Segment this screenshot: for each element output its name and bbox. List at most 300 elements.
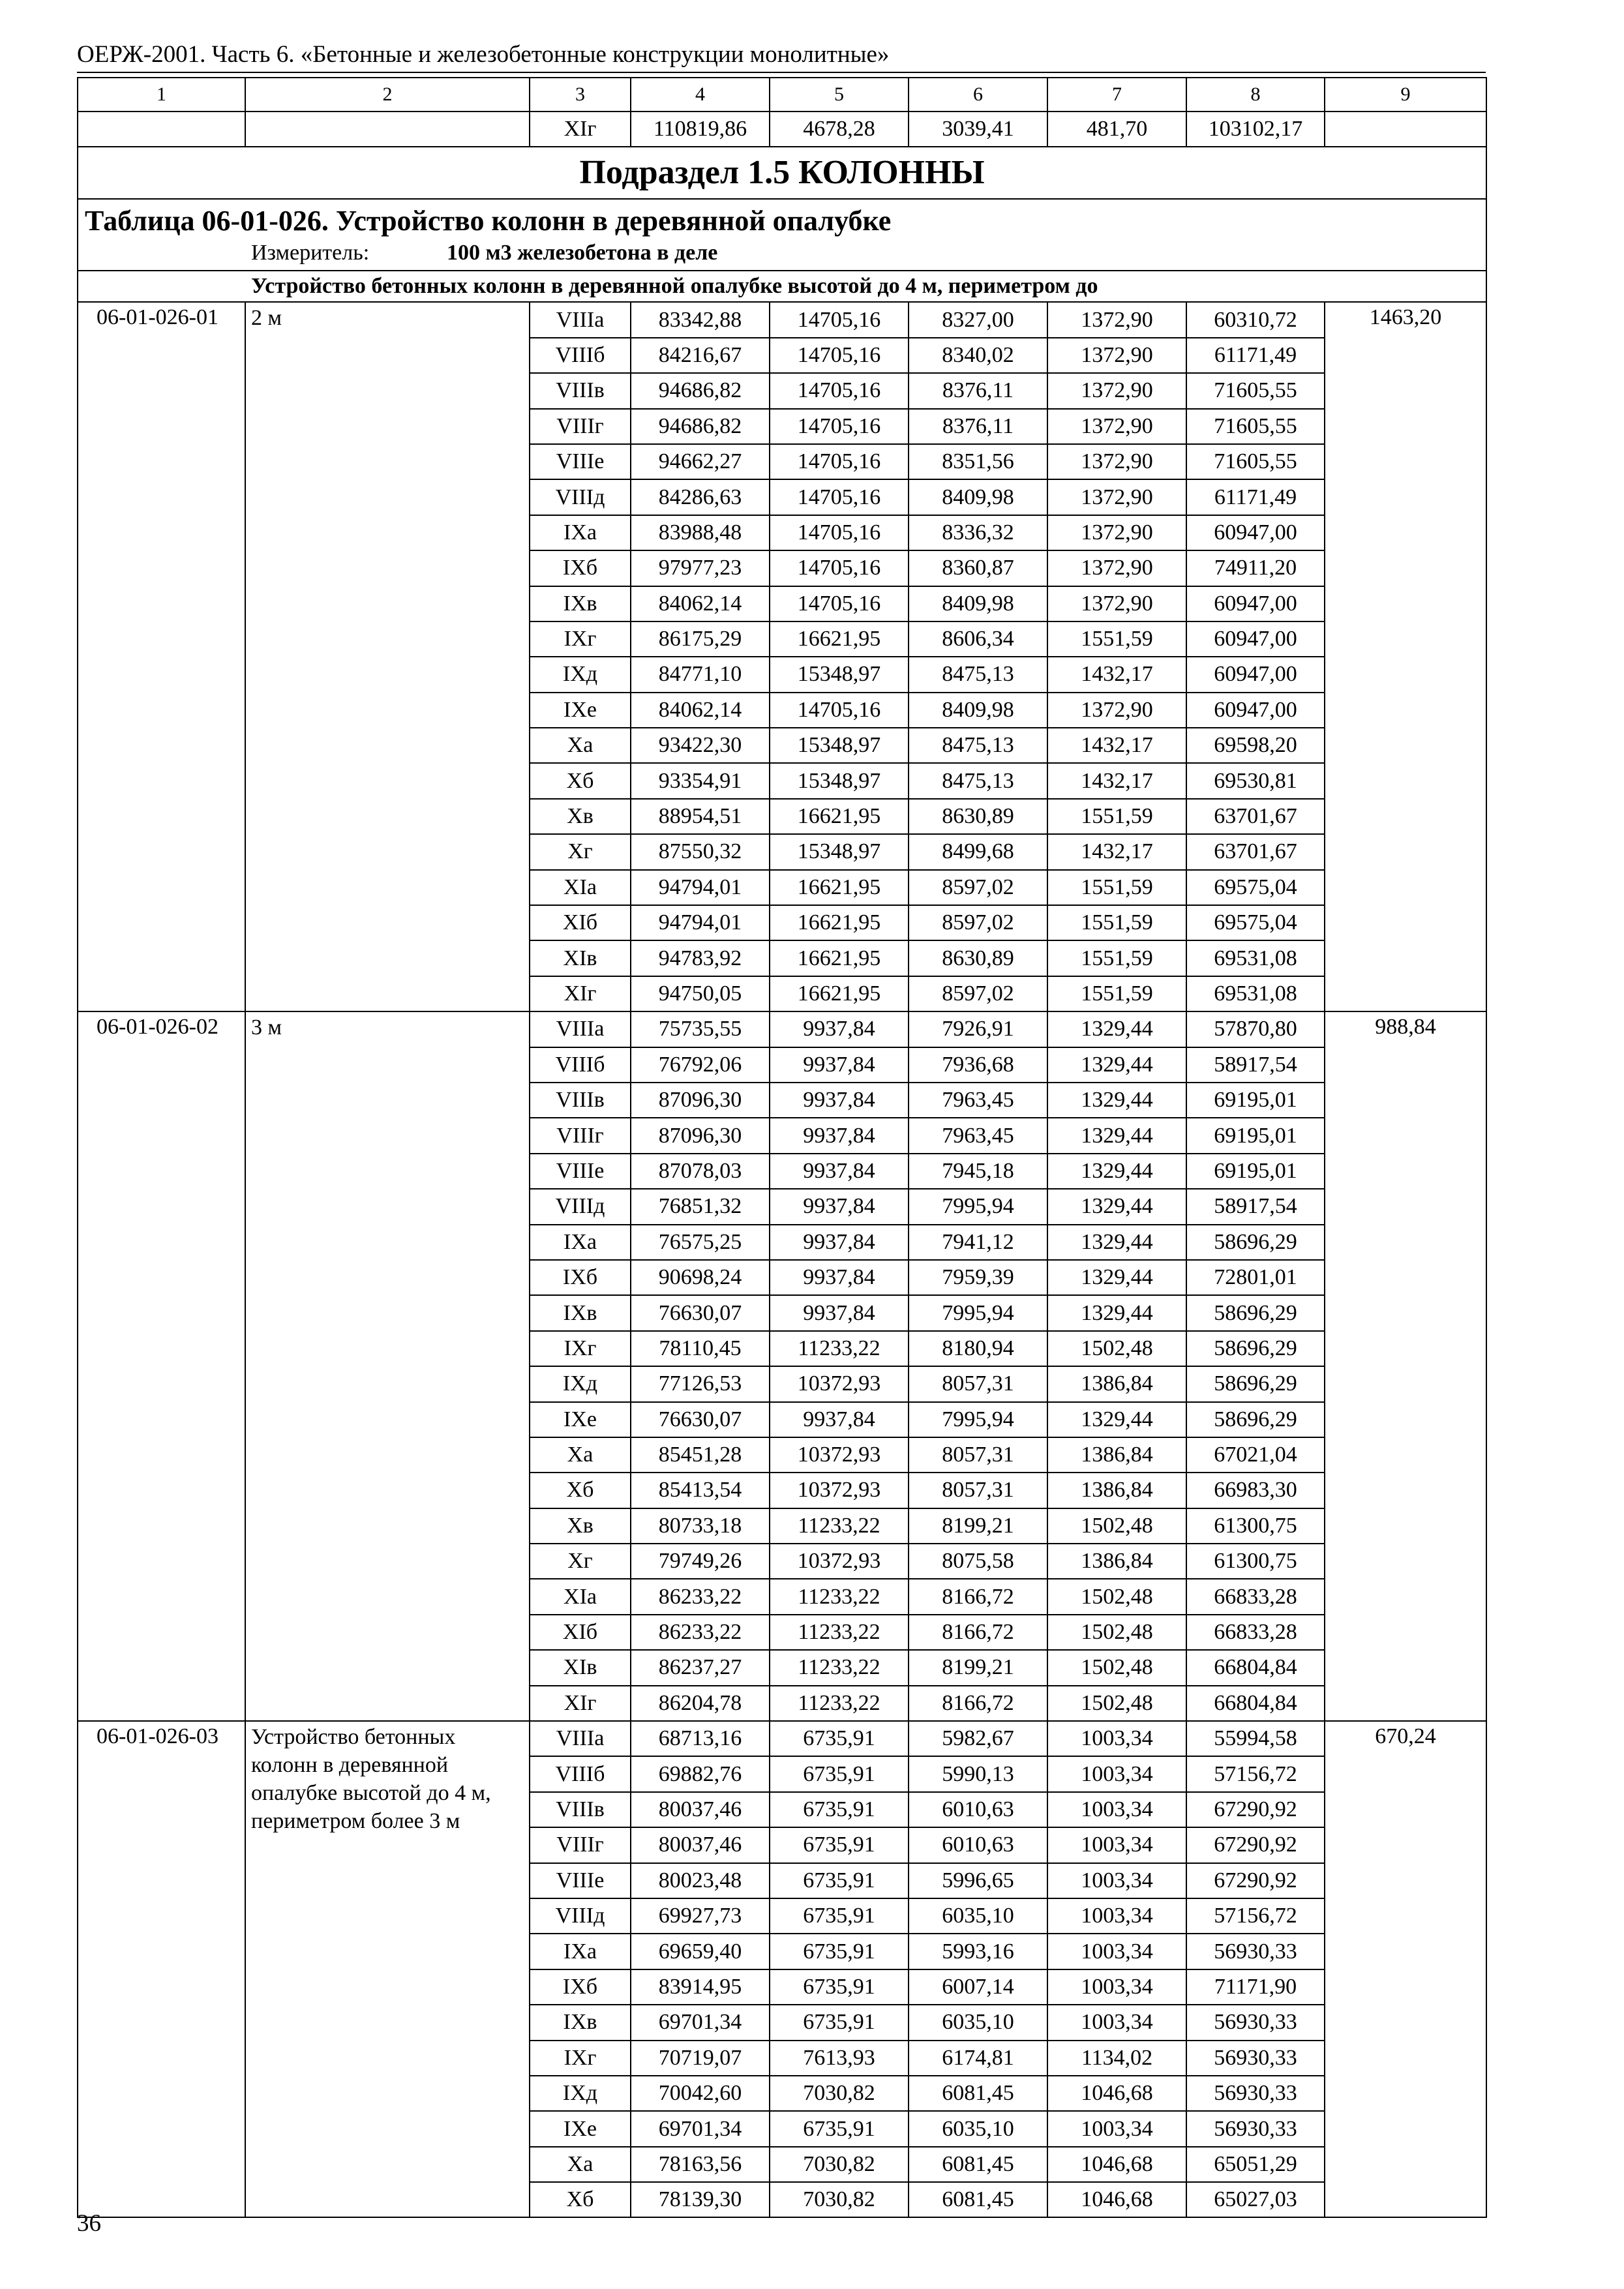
zone-cell: VIIIе [530, 1154, 631, 1189]
value-cell: 80037,46 [631, 1827, 770, 1863]
value-cell: 58917,54 [1186, 1189, 1325, 1224]
value-cell: 3039,41 [909, 112, 1047, 147]
subsection-row [78, 147, 1486, 199]
value-cell: 55994,58 [1186, 1721, 1325, 1756]
value-cell: 8057,31 [909, 1366, 1047, 1401]
value-cell: 80037,46 [631, 1792, 770, 1827]
value-cell: 1003,34 [1047, 1934, 1186, 1969]
subsection-title: Подраздел 1.5 КОЛОННЫ [78, 147, 1486, 199]
value-cell: 10372,93 [770, 1437, 909, 1473]
rate-code: 06-01-026-02 [78, 1011, 245, 1721]
zone-cell: VIIIб [530, 1756, 631, 1791]
value-cell: 63701,67 [1186, 799, 1325, 834]
value-cell: 65051,29 [1186, 2147, 1325, 2182]
value-cell: 9937,84 [770, 1047, 909, 1083]
zone-cell: Xг [530, 834, 631, 869]
value-cell: 8376,11 [909, 373, 1047, 408]
value-cell: 16621,95 [770, 870, 909, 905]
zone-cell: VIIIв [530, 1792, 631, 1827]
zone-cell: Xв [530, 1508, 631, 1544]
value-cell: 1003,34 [1047, 1792, 1186, 1827]
value-cell: 1329,44 [1047, 1189, 1186, 1224]
value-cell: 94794,01 [631, 905, 770, 940]
value-cell: 8166,72 [909, 1579, 1047, 1614]
value-cell: 1372,90 [1047, 444, 1186, 479]
value-cell: 94662,27 [631, 444, 770, 479]
rate-code: 06-01-026-01 [78, 302, 245, 1011]
value-cell: 56930,33 [1186, 2005, 1325, 2040]
value-cell: 1003,34 [1047, 1721, 1186, 1756]
value-cell: 1386,84 [1047, 1366, 1186, 1401]
value-cell: 71605,55 [1186, 409, 1325, 444]
value-cell: 97977,23 [631, 550, 770, 586]
value-cell: 69530,81 [1186, 763, 1325, 798]
value-cell: 1551,59 [1047, 799, 1186, 834]
value-cell: 58696,29 [1186, 1295, 1325, 1330]
value-cell: 61171,49 [1186, 338, 1325, 373]
value-cell: 1329,44 [1047, 1225, 1186, 1260]
value-cell: 76792,06 [631, 1047, 770, 1083]
zone-cell: XIб [530, 1615, 631, 1650]
value-cell: 1551,59 [1047, 621, 1186, 657]
value-cell: 83988,48 [631, 515, 770, 550]
zone-cell: IXб [530, 1260, 631, 1295]
value-cell: 8336,32 [909, 515, 1047, 550]
value-cell: 481,70 [1047, 112, 1186, 147]
zone-cell: Xа [530, 1437, 631, 1473]
value-cell: 8409,98 [909, 479, 1047, 515]
value-cell: 5982,67 [909, 1721, 1047, 1756]
value-cell: 77126,53 [631, 1366, 770, 1401]
value-cell: 67021,04 [1186, 1437, 1325, 1473]
zone-cell: IXд [530, 657, 631, 692]
value-cell: 69575,04 [1186, 905, 1325, 940]
empty-cell [1325, 112, 1486, 147]
value-cell: 1502,48 [1047, 1508, 1186, 1544]
value-cell: 71605,55 [1186, 444, 1325, 479]
value-cell: 14705,16 [770, 550, 909, 586]
zone-cell: Xа [530, 2147, 631, 2182]
zone-cell: VIIIа [530, 1721, 631, 1756]
value-cell: 1329,44 [1047, 1011, 1186, 1047]
value-cell: 9937,84 [770, 1154, 909, 1189]
value-cell: 85451,28 [631, 1437, 770, 1473]
value-cell: 8166,72 [909, 1615, 1047, 1650]
value-cell: 7995,94 [909, 1189, 1047, 1224]
value-cell: 6081,45 [909, 2076, 1047, 2111]
value-cell: 1372,90 [1047, 373, 1186, 408]
value-cell: 103102,17 [1186, 112, 1325, 147]
value-cell: 9937,84 [770, 1083, 909, 1118]
value-cell: 7936,68 [909, 1047, 1047, 1083]
value-cell: 86233,22 [631, 1579, 770, 1614]
value-cell: 9937,84 [770, 1260, 909, 1295]
value-cell: 6174,81 [909, 2041, 1047, 2076]
value-cell: 61300,75 [1186, 1508, 1325, 1544]
value-cell: 70719,07 [631, 2041, 770, 2076]
value-cell: 1003,34 [1047, 1969, 1186, 2005]
meter-value: 100 м3 железобетона в деле [447, 241, 718, 265]
value-cell: 1502,48 [1047, 1650, 1186, 1685]
zone-cell: IXд [530, 2076, 631, 2111]
value-cell: 84062,14 [631, 586, 770, 621]
value-cell: 94686,82 [631, 373, 770, 408]
column-number: 8 [1186, 78, 1325, 112]
value-cell: 1386,84 [1047, 1544, 1186, 1579]
value-cell: 1551,59 [1047, 976, 1186, 1011]
value-cell: 83342,88 [631, 302, 770, 337]
value-cell: 11233,22 [770, 1331, 909, 1366]
zone-cell: IXб [530, 1969, 631, 2005]
zone-cell: Xв [530, 799, 631, 834]
rate-description: Устройство бетонных колонн в деревянной опалубке высотой до 4 м, периметром более 3 м [245, 1721, 530, 2217]
zone-cell: XIв [530, 1650, 631, 1685]
value-cell: 94750,05 [631, 976, 770, 1011]
value-cell: 7995,94 [909, 1295, 1047, 1330]
value-cell: 8360,87 [909, 550, 1047, 586]
value-cell: 5993,16 [909, 1934, 1047, 1969]
value-cell: 1372,90 [1047, 515, 1186, 550]
value-cell: 6735,91 [770, 1898, 909, 1934]
value-cell: 8199,21 [909, 1650, 1047, 1685]
zone-cell: VIIIе [530, 1863, 631, 1898]
value-cell: 94783,92 [631, 940, 770, 976]
value-cell: 16621,95 [770, 905, 909, 940]
value-cell: 86237,27 [631, 1650, 770, 1685]
value-cell: 69531,08 [1186, 940, 1325, 976]
value-cell: 75735,55 [631, 1011, 770, 1047]
zone-cell: IXе [530, 2111, 631, 2146]
value-cell: 6735,91 [770, 1827, 909, 1863]
value-cell: 8597,02 [909, 870, 1047, 905]
value-cell: 6035,10 [909, 2005, 1047, 2040]
value-cell: 11233,22 [770, 1579, 909, 1614]
value-cell: 6035,10 [909, 2111, 1047, 2146]
table-row [78, 1011, 1486, 1047]
value-cell: 69701,34 [631, 2005, 770, 2040]
value-cell: 10372,93 [770, 1366, 909, 1401]
value-cell: 58696,29 [1186, 1402, 1325, 1437]
value-cell: 8057,31 [909, 1437, 1047, 1473]
value-cell: 1329,44 [1047, 1154, 1186, 1189]
value-cell: 8606,34 [909, 621, 1047, 657]
value-cell: 86175,29 [631, 621, 770, 657]
value-cell: 76630,07 [631, 1295, 770, 1330]
value-cell: 57156,72 [1186, 1756, 1325, 1791]
value-cell: 61171,49 [1186, 479, 1325, 515]
value-cell: 6735,91 [770, 1792, 909, 1827]
value-cell: 14705,16 [770, 302, 909, 337]
value-cell: 1551,59 [1047, 905, 1186, 940]
value-cell: 58696,29 [1186, 1331, 1325, 1366]
value-cell: 1003,34 [1047, 1827, 1186, 1863]
value-cell: 58917,54 [1186, 1047, 1325, 1083]
zone-cell: VIIIв [530, 1083, 631, 1118]
value-cell: 5996,65 [909, 1863, 1047, 1898]
value-cell: 8630,89 [909, 940, 1047, 976]
value-cell: 8630,89 [909, 799, 1047, 834]
value-cell: 1003,34 [1047, 2111, 1186, 2146]
value-cell: 71605,55 [1186, 373, 1325, 408]
value-cell: 6735,91 [770, 1969, 909, 2005]
weight-cell: 1463,20 [1325, 302, 1486, 1011]
value-cell: 1372,90 [1047, 409, 1186, 444]
value-cell: 57870,80 [1186, 1011, 1325, 1047]
value-cell: 9937,84 [770, 1118, 909, 1153]
column-number: 4 [631, 78, 770, 112]
value-cell: 69598,20 [1186, 728, 1325, 763]
value-cell: 94794,01 [631, 870, 770, 905]
value-cell: 14705,16 [770, 586, 909, 621]
zone-cell: VIIIб [530, 1047, 631, 1083]
value-cell: 9937,84 [770, 1189, 909, 1224]
zone-cell: IXв [530, 1295, 631, 1330]
zone-cell: VIIIг [530, 1827, 631, 1863]
value-cell: 87078,03 [631, 1154, 770, 1189]
value-cell: 6735,91 [770, 1756, 909, 1791]
meter-label: Измеритель: [251, 241, 370, 265]
document-header: ОЕРЖ-2001. Часть 6. «Бетонные и железобетонные конструкции монолитные» [77, 41, 890, 68]
table-row [78, 1721, 1486, 1756]
value-cell: 76630,07 [631, 1402, 770, 1437]
value-cell: 69195,01 [1186, 1118, 1325, 1153]
value-cell: 110819,86 [631, 112, 770, 147]
value-cell: 11233,22 [770, 1650, 909, 1685]
value-cell: 90698,24 [631, 1260, 770, 1295]
value-cell: 1386,84 [1047, 1437, 1186, 1473]
value-cell: 9937,84 [770, 1295, 909, 1330]
value-cell: 1329,44 [1047, 1047, 1186, 1083]
value-cell: 87096,30 [631, 1118, 770, 1153]
value-cell: 8075,58 [909, 1544, 1047, 1579]
value-cell: 84062,14 [631, 693, 770, 728]
value-cell: 14705,16 [770, 338, 909, 373]
value-cell: 1372,90 [1047, 338, 1186, 373]
value-cell: 57156,72 [1186, 1898, 1325, 1934]
value-cell: 7945,18 [909, 1154, 1047, 1189]
value-cell: 69701,34 [631, 2111, 770, 2146]
value-cell: 16621,95 [770, 621, 909, 657]
zone-cell: XIб [530, 905, 631, 940]
value-cell: 84286,63 [631, 479, 770, 515]
value-cell: 1046,68 [1047, 2076, 1186, 2111]
value-cell: 8409,98 [909, 586, 1047, 621]
value-cell: 6081,45 [909, 2182, 1047, 2217]
value-cell: 4678,28 [770, 112, 909, 147]
zone-cell: VIIIа [530, 1011, 631, 1047]
zone-cell: Xб [530, 1473, 631, 1508]
value-cell: 7941,12 [909, 1225, 1047, 1260]
column-number: 7 [1047, 78, 1186, 112]
value-cell: 66804,84 [1186, 1686, 1325, 1721]
zone-cell: XIв [530, 940, 631, 976]
value-cell: 8057,31 [909, 1473, 1047, 1508]
value-cell: 69195,01 [1186, 1154, 1325, 1189]
value-cell: 14705,16 [770, 373, 909, 408]
zone-cell: IXб [530, 550, 631, 586]
rate-description: 2 м [245, 302, 530, 1011]
value-cell: 1502,48 [1047, 1331, 1186, 1366]
column-number: 6 [909, 78, 1047, 112]
value-cell: 1372,90 [1047, 302, 1186, 337]
value-cell: 66833,28 [1186, 1615, 1325, 1650]
value-cell: 74911,20 [1186, 550, 1325, 586]
zone-cell: IXв [530, 2005, 631, 2040]
value-cell: 67290,92 [1186, 1792, 1325, 1827]
value-cell: 14705,16 [770, 693, 909, 728]
value-cell: 69882,76 [631, 1756, 770, 1791]
value-cell: 56930,33 [1186, 2041, 1325, 2076]
zone-cell: XIа [530, 1579, 631, 1614]
header-rule [77, 72, 1486, 73]
value-cell: 94686,82 [631, 409, 770, 444]
value-cell: 6007,14 [909, 1969, 1047, 2005]
value-cell: 11233,22 [770, 1615, 909, 1650]
value-cell: 70042,60 [631, 2076, 770, 2111]
value-cell: 78139,30 [631, 2182, 770, 2217]
value-cell: 7959,39 [909, 1260, 1047, 1295]
value-cell: 16621,95 [770, 976, 909, 1011]
value-cell: 1432,17 [1047, 834, 1186, 869]
value-cell: 7995,94 [909, 1402, 1047, 1437]
value-cell: 80023,48 [631, 1863, 770, 1898]
value-cell: 7030,82 [770, 2147, 909, 2182]
value-cell: 56930,33 [1186, 1934, 1325, 1969]
value-cell: 60947,00 [1186, 693, 1325, 728]
zone-cell: VIIIб [530, 338, 631, 373]
value-cell: 1003,34 [1047, 1863, 1186, 1898]
zone-cell: Xб [530, 763, 631, 798]
value-cell: 72801,01 [1186, 1260, 1325, 1295]
zone-cell: IXа [530, 1225, 631, 1260]
value-cell: 14705,16 [770, 515, 909, 550]
table-title: Таблица 06-01-026. Устройство колонн в деревянной опалубке [85, 205, 892, 237]
column-number: 1 [78, 78, 245, 112]
value-cell: 1003,34 [1047, 1756, 1186, 1791]
zone-cell: VIIIг [530, 409, 631, 444]
value-cell: 16621,95 [770, 799, 909, 834]
group-heading: Устройство бетонных колонн в деревянной опалубке высотой до 4 м, периметром до [78, 271, 1486, 302]
value-cell: 1003,34 [1047, 2005, 1186, 2040]
zone-cell: VIIIг [530, 1118, 631, 1153]
value-cell: 8340,02 [909, 338, 1047, 373]
value-cell: 65027,03 [1186, 2182, 1325, 2217]
value-cell: 87550,32 [631, 834, 770, 869]
zone-cell: XIг [530, 112, 631, 147]
value-cell: 61300,75 [1186, 1544, 1325, 1579]
zone-cell: VIIIв [530, 373, 631, 408]
value-cell: 1551,59 [1047, 940, 1186, 976]
column-number-row [78, 78, 1486, 112]
zone-cell: VIIIд [530, 479, 631, 515]
value-cell: 16621,95 [770, 940, 909, 976]
value-cell: 68713,16 [631, 1721, 770, 1756]
value-cell: 79749,26 [631, 1544, 770, 1579]
value-cell: 8376,11 [909, 409, 1047, 444]
value-cell: 78110,45 [631, 1331, 770, 1366]
value-cell: 60947,00 [1186, 621, 1325, 657]
value-cell: 7030,82 [770, 2182, 909, 2217]
value-cell: 10372,93 [770, 1473, 909, 1508]
value-cell: 11233,22 [770, 1686, 909, 1721]
weight-cell: 988,84 [1325, 1011, 1486, 1721]
value-cell: 6035,10 [909, 1898, 1047, 1934]
value-cell: 1432,17 [1047, 763, 1186, 798]
value-cell: 78163,56 [631, 2147, 770, 2182]
table-title-row [78, 199, 1486, 271]
value-cell: 71171,90 [1186, 1969, 1325, 2005]
value-cell: 80733,18 [631, 1508, 770, 1544]
value-cell: 67290,92 [1186, 1863, 1325, 1898]
value-cell: 7030,82 [770, 2076, 909, 2111]
value-cell: 1003,34 [1047, 1898, 1186, 1934]
value-cell: 58696,29 [1186, 1225, 1325, 1260]
zone-cell: VIIIд [530, 1189, 631, 1224]
value-cell: 60947,00 [1186, 515, 1325, 550]
value-cell: 6010,63 [909, 1827, 1047, 1863]
carry-over-row [78, 112, 1486, 147]
value-cell: 63701,67 [1186, 834, 1325, 869]
column-number: 5 [770, 78, 909, 112]
value-cell: 8597,02 [909, 976, 1047, 1011]
value-cell: 10372,93 [770, 1544, 909, 1579]
value-cell: 15348,97 [770, 728, 909, 763]
value-cell: 6735,91 [770, 2005, 909, 2040]
value-cell: 1329,44 [1047, 1295, 1186, 1330]
zone-cell: IXв [530, 586, 631, 621]
value-cell: 7963,45 [909, 1118, 1047, 1153]
value-cell: 69927,73 [631, 1898, 770, 1934]
zone-cell: Xа [530, 728, 631, 763]
page-number: 36 [77, 2210, 101, 2237]
value-cell: 60947,00 [1186, 657, 1325, 692]
value-cell: 1329,44 [1047, 1083, 1186, 1118]
value-cell: 6735,91 [770, 2111, 909, 2146]
value-cell: 56930,33 [1186, 2111, 1325, 2146]
rates-table [77, 77, 1487, 2218]
value-cell: 66804,84 [1186, 1650, 1325, 1685]
value-cell: 1329,44 [1047, 1402, 1186, 1437]
value-cell: 66833,28 [1186, 1579, 1325, 1614]
value-cell: 76575,25 [631, 1225, 770, 1260]
weight-cell: 670,24 [1325, 1721, 1486, 2217]
zone-cell: VIIIа [530, 302, 631, 337]
zone-cell: IXг [530, 621, 631, 657]
value-cell: 8597,02 [909, 905, 1047, 940]
zone-cell: XIг [530, 976, 631, 1011]
value-cell: 83914,95 [631, 1969, 770, 2005]
zone-cell: VIIIд [530, 1898, 631, 1934]
value-cell: 7963,45 [909, 1083, 1047, 1118]
zone-cell: XIг [530, 1686, 631, 1721]
value-cell: 58696,29 [1186, 1366, 1325, 1401]
value-cell: 85413,54 [631, 1473, 770, 1508]
column-number: 3 [530, 78, 631, 112]
value-cell: 60310,72 [1186, 302, 1325, 337]
value-cell: 11233,22 [770, 1508, 909, 1544]
zone-cell: IXг [530, 1331, 631, 1366]
value-cell: 9937,84 [770, 1225, 909, 1260]
value-cell: 66983,30 [1186, 1473, 1325, 1508]
zone-cell: IXг [530, 2041, 631, 2076]
value-cell: 14705,16 [770, 479, 909, 515]
table-row [78, 302, 1486, 337]
value-cell: 15348,97 [770, 763, 909, 798]
value-cell: 7926,91 [909, 1011, 1047, 1047]
value-cell: 1372,90 [1047, 479, 1186, 515]
value-cell: 1386,84 [1047, 1473, 1186, 1508]
value-cell: 8475,13 [909, 728, 1047, 763]
